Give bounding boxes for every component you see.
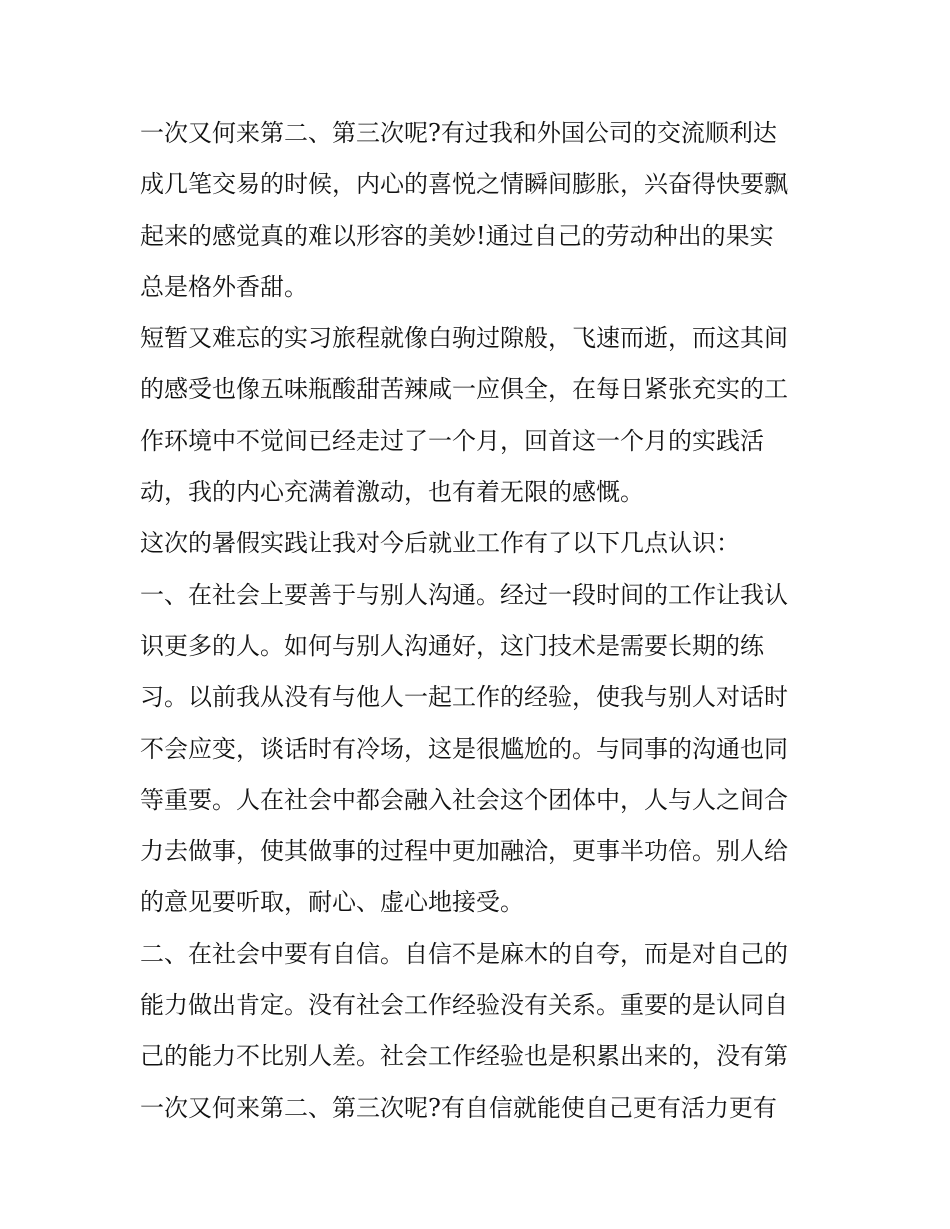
text-line-5: 短暂又难忘的实习旅程就像白驹过隙般，飞速而逝，而这其间 [140,324,788,353]
text-line-14: 等重要。人在社会中都会融入社会这个团体中，人与人之间合 [140,785,788,814]
text-line-18: 能力做出肯定。没有社会工作经验没有关系。重要的是认同自 [140,991,788,1020]
text-line-13: 不会应变，谈话时有冷场，这是很尴尬的。与同事的沟通也同 [140,734,788,763]
body-text [140,108,820,1134]
text-line-11: 识更多的人。如何与别人沟通好，这门技术是需要长期的练 [140,631,764,660]
text-line-12: 习。以前我从没有与他人一起工作的经验，使我与别人对话时 [140,683,788,712]
text-line-6: 的感受也像五味瓶酸甜苦辣咸一应俱全，在每日紧张充实的工 [140,375,788,404]
text-line-4: 总是格外香甜。 [140,272,308,301]
text-line-2: 成几笔交易的时候，内心的喜悦之情瞬间膨胀，兴奋得快要飘 [140,170,788,199]
text-line-19: 己的能力不比别人差。社会工作经验也是积累出来的，没有第 [140,1042,788,1071]
text-line-20: 一次又何来第二、第三次呢?有自信就能使自己更有活力更有 [140,1093,777,1122]
text-line-8: 动，我的内心充满着激动，也有着无限的感慨。 [140,478,644,507]
text-line-16: 的意见要听取，耐心、虚心地接受。 [140,888,524,917]
text-line-10: 一、在社会上要善于与别人沟通。经过一段时间的工作让我认 [140,580,788,609]
text-line-3: 起来的感觉真的难以形容的美妙!通过自己的劳动种出的果实 [140,221,774,250]
text-line-9: 这次的暑假实践让我对今后就业工作有了以下几点认识： [140,529,740,558]
text-line-7: 作环境中不觉间已经走过了一个月，回首这一个月的实践活 [140,426,764,455]
text-line-15: 力去做事，使其做事的过程中更加融洽，更事半功倍。别人给 [140,837,788,866]
text-line-17: 二、在社会中要有自信。自信不是麻木的自夸，而是对自己的 [140,939,788,968]
text-line-1: 一次又何来第二、第三次呢?有过我和外国公司的交流顺利达 [140,119,777,147]
